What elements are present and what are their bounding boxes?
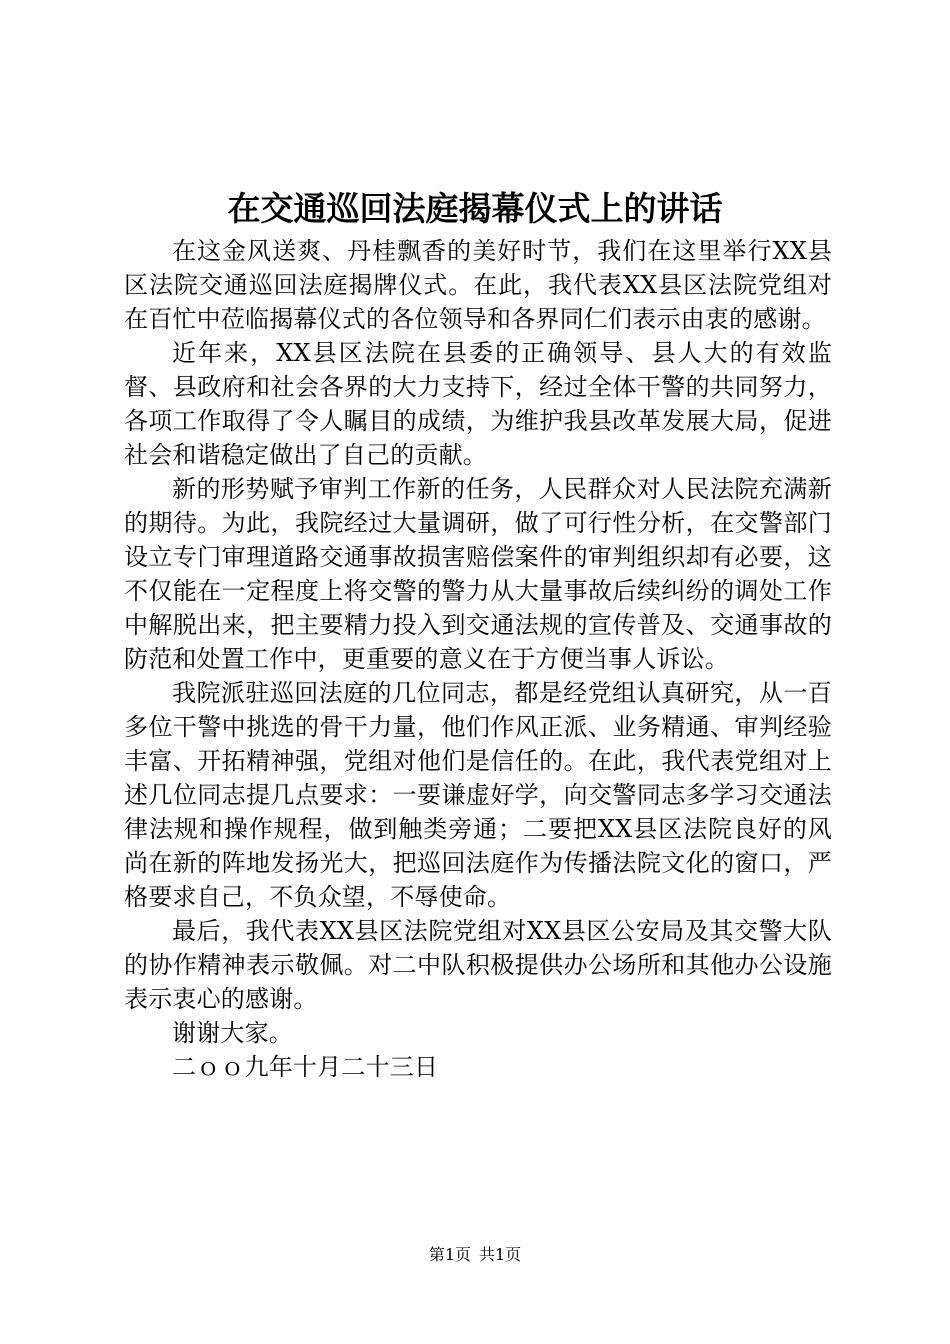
paragraph-achievements: 近年来，XX县区法院在县委的正确领导、县人大的有效监督、县政府和社会各界的大力支持下，经过全体干警的共同努力，各项工作取得了令人瞩目的成绩，为维护我县改革发展大局，促进社会和谐稳定做出了自己的贡献。: [124, 339, 832, 469]
document-date: 二ｏｏ九年十月二十三日: [172, 1053, 439, 1081]
document-title: 在交通巡回法庭揭幕仪式上的讲话: [227, 189, 723, 228]
page-number: 第1页: [428, 1245, 471, 1264]
page-total: 共1页: [479, 1245, 522, 1264]
document-body: [124, 234, 832, 1084]
paragraph-requirements: 我院派驻巡回法庭的几位同志，都是经党组认真研究，从一百多位干警中挑选的骨干力量，他们作风正派、业务精通、审判经验丰富、开拓精神强，党组对他们是信任的。在此，我代表党组对上述几位同志提几点要求：一要谦虚好学，向交警同志多学习交通法律法规和操作规程，做到触类旁通；二要把XX县区法院良好的风尚在新的阵地发扬光大，把巡回法庭作为传播法院文化的窗口，严格要求自己，不负众望，不辱使命。: [124, 679, 832, 911]
paragraph-new-tasks: 新的形势赋予审判工作新的任务，人民群众对人民法院充满新的期待。为此，我院经过大量调研，做了可行性分析，在交警部门设立专门审理道路交通事故损害赔偿案件的审判组织却有必要，这不仅能在一定程度上将交警的警力从大量事故后续纠纷的调处工作中解脱出来，把主要精力投入到交通法规的宣传普及、交通事故的防范和处置工作中，更重要的意义在于方便当事人诉讼。: [124, 475, 832, 673]
paragraph-thank-you: 谢谢大家。: [172, 1019, 293, 1047]
paragraph-opening: 在这金风送爽、丹桂飘香的美好时节，我们在这里举行XX县区法院交通巡回法庭揭牌仪式。在此，我代表XX县区法院党组对在百忙中莅临揭幕仪式的各位领导和各界同仁们表示由衷的感谢。: [124, 237, 832, 333]
page-footer: [0, 1244, 950, 1266]
paragraph-closing-thanks: 最后，我代表XX县区法院党组对XX县区公安局及其交警大队的协作精神表示敬佩。对二中队积极提供办公场所和其他办公设施表示衷心的感谢。: [124, 917, 832, 1013]
